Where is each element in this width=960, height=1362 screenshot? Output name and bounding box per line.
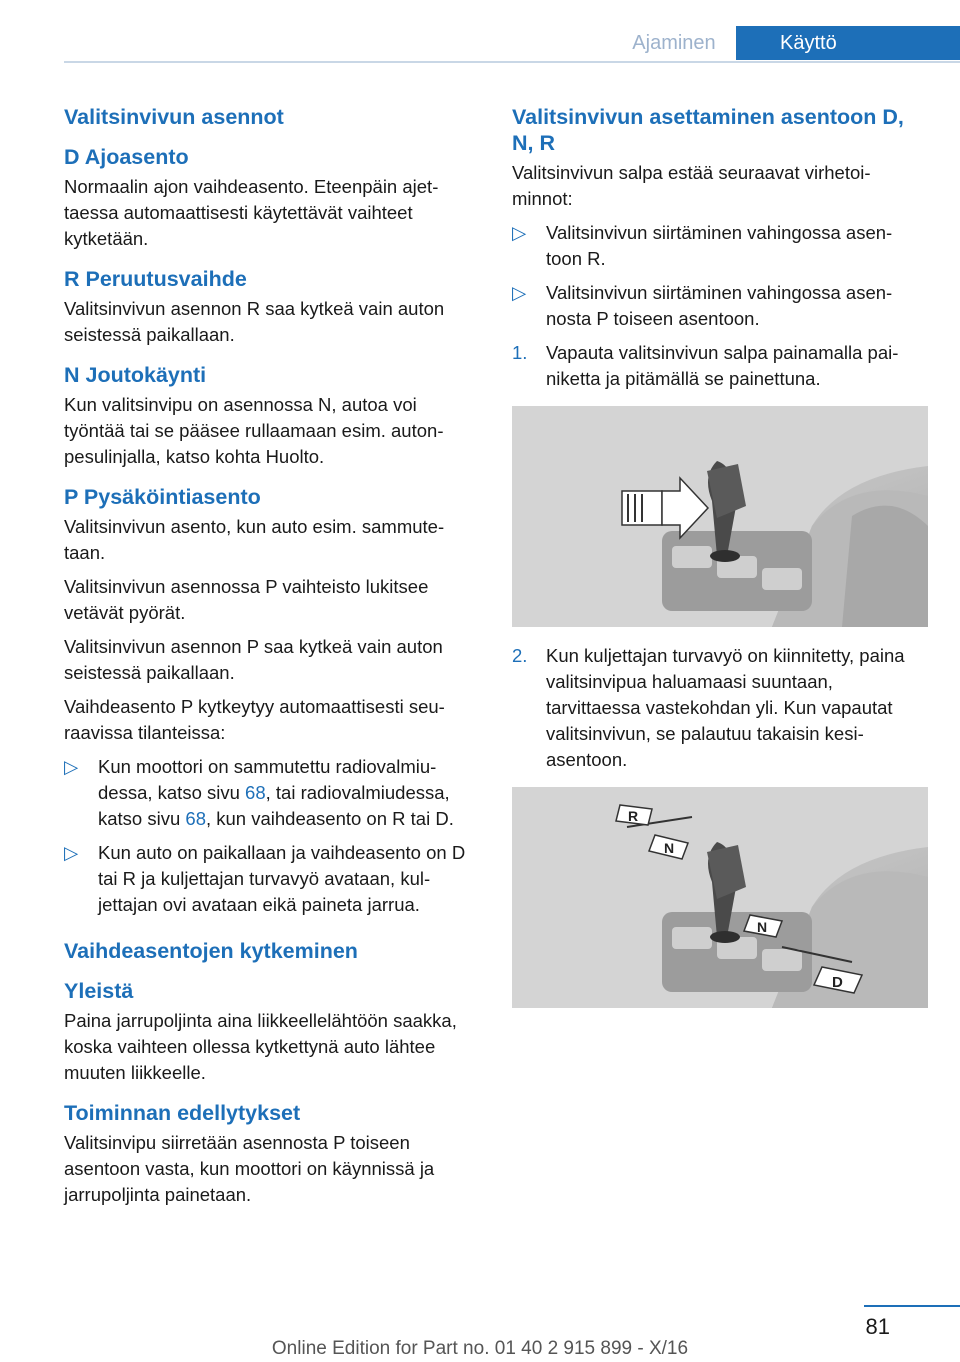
triangle-bullet-icon: ▷ (512, 222, 527, 243)
shift-label-r: R (628, 808, 639, 824)
footer-edition: Online Edition for Part no. 01 40 2 915 899 - X/16 (271, 1338, 689, 1359)
paragraph-intro: Valitsinvivun salpa estää seuraavat virhetoi‐ minnot: (512, 162, 871, 209)
paragraph-r: Valitsinvivun asennon R saa kytkeä vain auton seistessä paikallaan. (64, 298, 445, 345)
paragraph-requirements: Valitsinvipu siirretään asennosta P toiseen asentoon vasta, kun moottori on käynnissä ja jarrupoljinta painetaan. (64, 1132, 435, 1205)
paragraph-p-2: Valitsinvivun asennossa P vaihteisto lukitsee vetävät pyörät. (64, 576, 429, 623)
paragraph-p-4: Vaihdeasento P kytkeytyy automaattisesti seu‐ raavissa tilanteissa: (64, 696, 445, 743)
header-rule (64, 61, 960, 63)
right-column (512, 98, 928, 1024)
paragraph-general: Paina jarrupoljinta aina liikkeellelähtöön saakka, koska vaihteen ollessa kytkettynä auto lähtee muuten liikkeelle. (64, 1010, 457, 1083)
list-item-text: Kun auto on paikallaan ja vaihdeasento on D tai R ja kuljettajan turvavyö avataan, kul‐ jettajan ovi avataan eikä paineta jarrua. (98, 842, 466, 915)
list-item-text: Valitsinvivun siirtäminen vahingossa asen‐ nosta P toiseen asentoon. (546, 282, 893, 329)
heading-general: Yleistä (64, 979, 134, 1003)
heading-p-park: P Pysäköintiasento (64, 485, 261, 509)
triangle-bullet-icon: ▷ (512, 282, 527, 303)
header-section-tab[interactable]: Ajaminen (632, 32, 716, 54)
section-title-positions: Valitsinvivun asennot (64, 105, 284, 129)
paragraph-d: Normaalin ajon vaihdeasento. Eteenpäin ajet‐ taessa automaattisesti käytettävät vaihteet kytketään. (64, 176, 439, 249)
heading-d-drive: D Ajoasento (64, 145, 189, 169)
step-2 (512, 643, 928, 773)
gear-selector-shift-illustration (512, 787, 928, 1008)
section-title-engage-dnr: Valitsinvivun asettaminen asentoon D, N, R (512, 105, 904, 155)
shift-label-n-top: N (664, 840, 675, 856)
paragraph-p-3: Valitsinvivun asennon P saa kytkeä vain auton seistessä paikallaan. (64, 636, 443, 683)
left-column (64, 98, 480, 1216)
step-number: 2. (512, 645, 528, 666)
shift-label-d: D (832, 974, 843, 991)
list-item-text: Kun moottori on sammutettu radiovalmiu‐ dessa, katso sivu 68, tai radiovalmiudessa, katso sivu 68, kun vaihdeasento on R tai D. (98, 756, 454, 829)
heading-n-neutral: N Joutokäynti (64, 363, 207, 387)
list-item (512, 220, 928, 272)
paragraph-p-1: Valitsinvivun asento, kun auto esim. sammute‐ taan. (64, 516, 445, 563)
footer-rule (864, 1305, 960, 1307)
heading-r-reverse: R Peruutusvaihde (64, 267, 247, 291)
step-text: Vapauta valitsinvivun salpa painamalla pai‐ niketta ja pitämällä se painettuna. (546, 342, 899, 389)
triangle-bullet-icon: ▷ (64, 756, 79, 777)
page-link[interactable]: 68 (185, 808, 206, 829)
list-item (512, 280, 928, 332)
list-item (64, 840, 480, 918)
figure-release-button (512, 406, 928, 627)
step-text: Kun kuljettajan turvavyö on kiinnitetty, paina valitsinvipua haluamaasi suuntaan, tarvittaessa vastekohdan yli. Kun vapautat valitsinvivun, se palautuu takaisin kesi‐ asentoon. (546, 645, 905, 770)
page-link[interactable]: 68 (245, 782, 266, 803)
gear-selector-press-illustration (512, 406, 928, 627)
figure-shift-directions (512, 787, 928, 1008)
step-number: 1. (512, 342, 528, 363)
paragraph-n: Kun valitsinvipu on asennossa N, autoa voi työntää tai se pääsee rullaamaan esim. auton‐ pesulinjalla, katso kohta Huolto. (64, 394, 444, 467)
header-chapter-tab[interactable]: Käyttö (736, 26, 960, 60)
step-1 (512, 340, 928, 392)
list-item-text: Valitsinvivun siirtäminen vahingossa asen‐ toon R. (546, 222, 893, 269)
section-title-shifting: Vaihdeasentojen kytkeminen (64, 939, 358, 963)
list-item (64, 754, 480, 832)
heading-requirements: Toiminnan edellytykset (64, 1101, 301, 1125)
shift-label-n-bottom: N (757, 919, 768, 935)
triangle-bullet-icon: ▷ (64, 842, 79, 863)
page-number: 81 (865, 1314, 890, 1339)
